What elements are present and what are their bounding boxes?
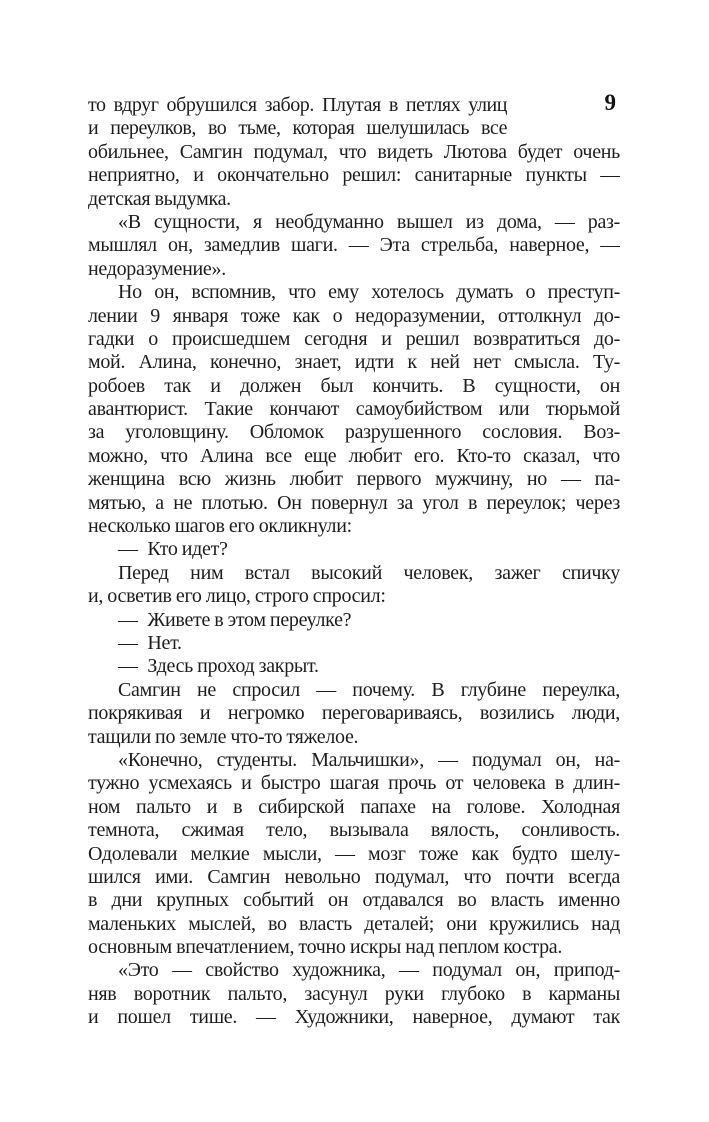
paragraph [88,655,620,678]
text-line: робоев так и должен был кончить. В сущности, он [88,374,620,397]
paragraph [88,211,620,281]
text-line: шился ими. Самгин невольно подумал, что почти всегда [88,865,620,888]
text-line: — Нет. [118,631,182,654]
text-line: детская выдумка. [88,187,231,210]
text-line: — Кто идет? [118,538,228,561]
text-line: — Здесь проход закрыт. [118,655,319,678]
text-line: можно, что Алина все еще любит его. Кто-то сказал, что [88,444,620,467]
text-line: Перед ним встал высокий человек, зажег спичку [118,561,620,584]
text-line: Но он, вспомнив, что ему хотелось думать о преступ- [118,281,620,304]
text-line: и пошел тише. — Художники, наверное, думают так [88,1006,620,1029]
text-line: мышлял он, замедлив шаги. — Эта стрельба, наверное, — [88,234,620,257]
paragraph [88,632,620,655]
paragraph [88,94,620,211]
text-line: неприятно, и окончательно решил: санитарные пункты — [88,164,620,187]
paragraph [88,281,620,538]
text-line: женщина всю жизнь любит первого мужчину, но — па- [88,468,620,491]
paragraph [88,679,620,749]
text-line: и, осветив его лицо, строго спросил: [88,585,386,608]
text-line: и переулков, во тьме, которая шелушилась все [88,117,507,140]
text-line: основным впечатлением, точно искры над пеплом костра. [88,936,563,959]
text-line: — Живете в этом переулке? [118,608,352,631]
text-line: темнота, сжимая тело, вызывала вялость, сонливость. [88,819,620,842]
page-number: 9 [604,90,616,115]
paragraph [88,959,620,1029]
paragraph [88,609,620,632]
text-line: «Конечно, студенты. Мальчишки», — подумал он, на- [118,748,620,771]
text-line: Самгин не спросил — почему. В глубине переулка, [118,678,620,701]
text-line: мятью, а не плотью. Он повернул за угол в переулок; через [88,491,620,514]
text-line: тащили по земле что-то тяжелое. [88,725,359,748]
text-line: маленьких мыслей, во власть деталей; они кружились над [88,912,620,935]
text-line: «В сущности, я необдуманно вышел из дома, — раз- [118,210,620,233]
text-line: то вдруг обрушился забор. Плутая в петлях улиц [88,94,507,116]
text-line: покрякивая и негромко переговариваясь, возились люди, [88,702,620,725]
paragraph [88,538,620,561]
text-line: «Это — свойство художника, — подумал он, припод- [118,959,620,982]
text-line: за уголовщину. Обломок разрушенного сословия. Воз- [88,421,620,444]
text-line: гадки о происшедшем сегодня и решил возвратиться до- [88,327,620,350]
text-line: мой. Алина, конечно, знает, идти к ней нет смысла. Ту- [88,351,620,374]
text-line: авантюрист. Такие кончают самоубийством или тюрьмой [88,398,620,421]
paragraph [88,749,620,960]
text-line: лении 9 января тоже как о недоразумении, оттолкнул до- [88,304,620,327]
text-line: обильнее, Самгин подумал, что видеть Лютова будет очень [88,140,620,163]
paragraph [88,562,620,609]
text-line: тужно усмехаясь и быстро шагая прочь от человека в длин- [88,772,620,795]
text-line: няв воротник пальто, засунул руки глубоко в карманы [88,982,620,1005]
text-line: несколько шагов его окликнули: [88,515,352,538]
text-line: ном пальто и в сибирской папахе на голове. Холодная [88,795,620,818]
page-text [88,90,620,1030]
text-line: недоразумение». [88,257,226,280]
text-line: в дни крупных событий он отдавался во власть именно [88,889,620,912]
text-line: Одолевали мелкие мысли, — мозг тоже как будто шелу- [88,842,620,865]
